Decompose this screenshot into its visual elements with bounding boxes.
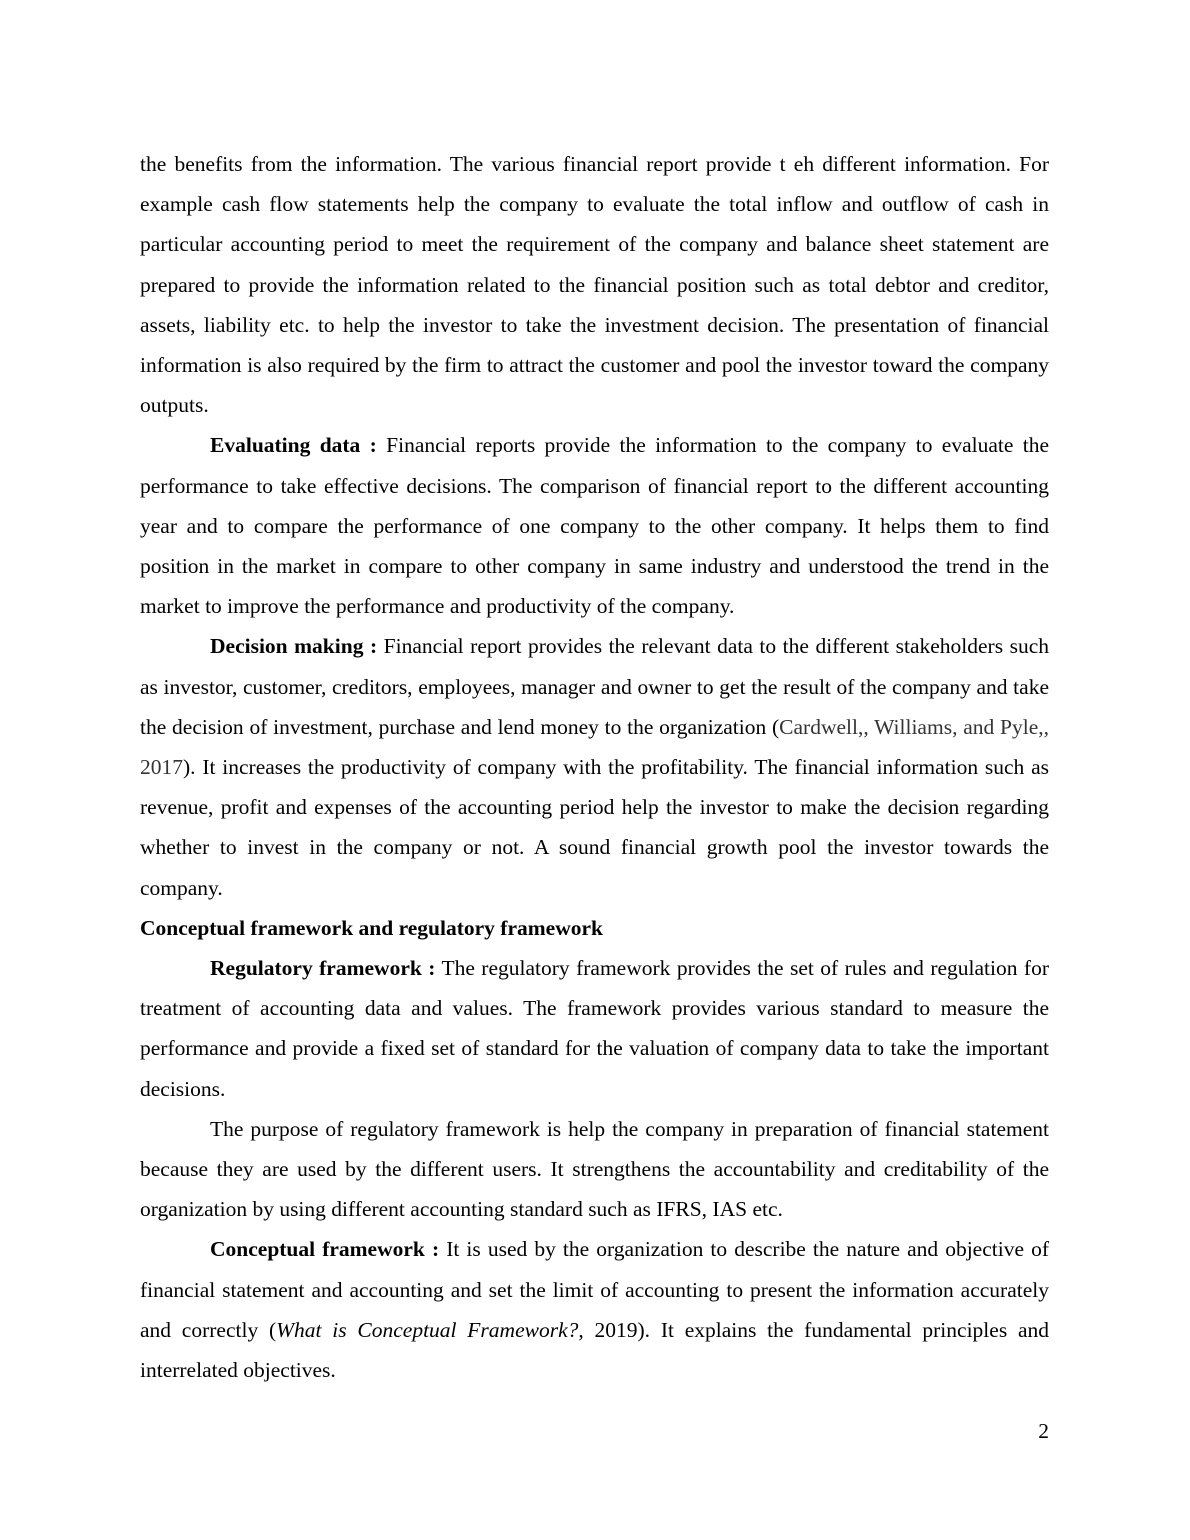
page-number: 2 (1038, 1419, 1049, 1443)
paragraph-conceptual-framework (140, 1229, 1049, 1390)
paragraph-decision-making (140, 626, 1049, 907)
page-body (140, 144, 1049, 1390)
paragraph-text: , 2019). It explains the fundamental principles and interrelated objectives. (140, 1317, 1049, 1383)
paragraph-text: Financial reports provide the information to the company to evaluate the performance to take effective decisions. The comparison of financial report to the different accounting year and to compare the performance of one company to the other company. It helps them to find position in the market in compare to other company in same industry and understood the trend in the market to improve the performance and productivity of the company. (140, 433, 1050, 619)
paragraph-benefits (140, 144, 1049, 425)
paragraph-text: the benefits from the information. The various financial report provide t eh different information. For example cash flow statements help the company to evaluate the total inflow and outflow of cash in particular accounting period to meet the requirement of the company and balance sheet statement are prepared to provide the information related to the financial position such as total debtor and creditor, assets, liability etc. to help the investor to take the investment decision. The presentation of financial information is also required by the firm to attract the customer and pool the investor toward the company outputs. (140, 152, 1049, 418)
paragraph-text: The regulatory framework provides the set of rules and regulation for treatment of accounting data and values. The framework provides various standard to measure the performance and provide a fixed set of standard for the valuation of company data to take the important decisions. (140, 956, 1050, 1101)
citation: Cardwell,, Williams, and Pyle,, 2017 (140, 714, 1049, 780)
paragraph-text: ). It increases the productivity of company with the profitability. The financial information such as revenue, profit and expenses of the accounting period help the investor to make the decision regarding whether to invest in the company or not. A sound financial growth pool the investor towards the company. (140, 755, 1049, 900)
paragraph-lead: Conceptual framework : (210, 1237, 440, 1262)
paragraph-text: Financial report provides the relevant data to the different stakeholders such as investor, customer, creditors, employees, manager and owner to get the result of the company and take the decision of investment, purchase and lend money to the organization ( (140, 634, 1049, 739)
paragraph-text: It is used by the organization to describe the nature and objective of financial statement and accounting and set the limit of accounting to present the information accurately and correctly ( (140, 1237, 1049, 1342)
paragraph-text: The purpose of regulatory framework is help the company in preparation of financial statement because they are used by the different users. It strengthens the accountability and creditability of the organization by using different accounting standard such as IFRS, IAS etc. (140, 1116, 1049, 1222)
citation: What is Conceptual Framework? (276, 1317, 579, 1342)
paragraph-regulatory-framework (140, 948, 1049, 1109)
paragraph-purpose (140, 1109, 1049, 1230)
paragraph-evaluating-data (140, 425, 1049, 626)
paragraph-lead: Regulatory framework : (210, 956, 436, 981)
paragraph-lead: Evaluating data : (210, 433, 377, 458)
section-heading: Conceptual framework and regulatory framework (140, 915, 603, 940)
paragraph-lead: Decision making : (210, 634, 378, 659)
